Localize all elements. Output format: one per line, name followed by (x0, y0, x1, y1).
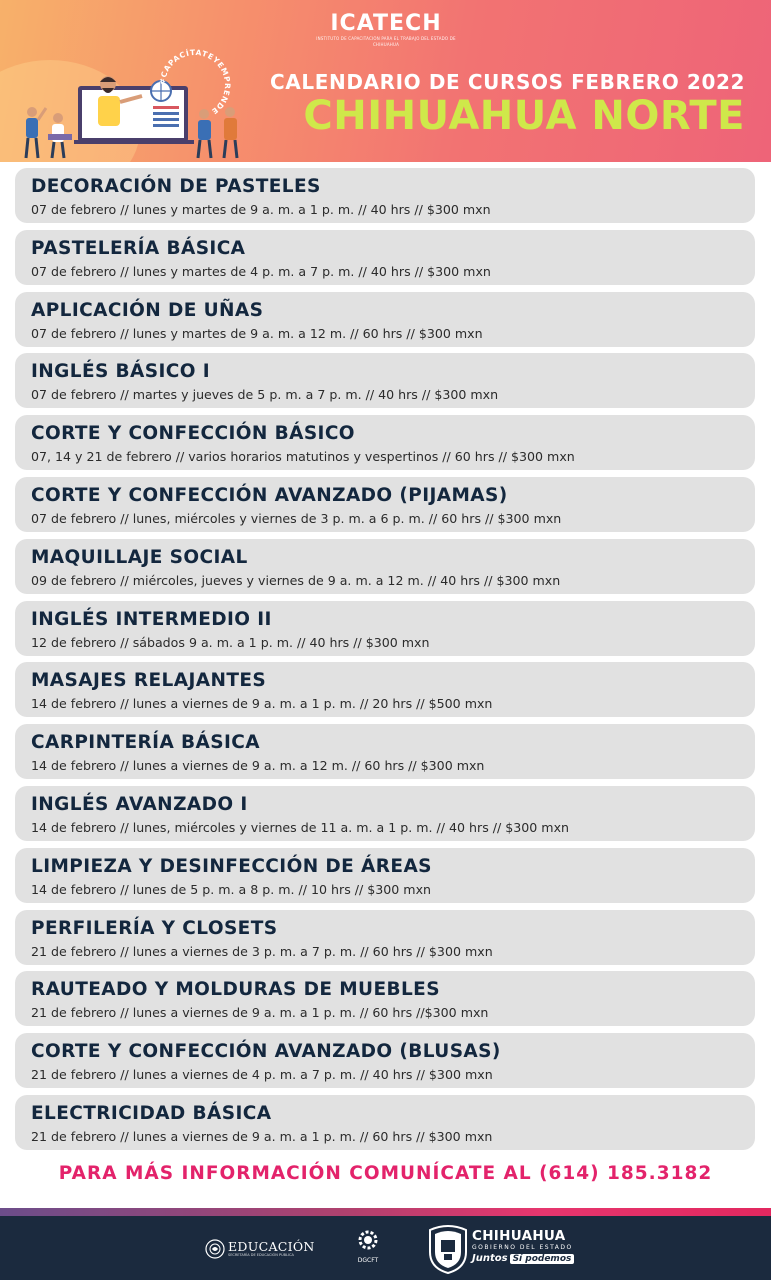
course-card (15, 168, 755, 223)
course-name: MASAJES RELAJANTES (31, 670, 267, 692)
course-details: 07 de febrero // lunes y martes de 9 a. m. a 12 m. // 60 hrs // $300 mxn (31, 325, 483, 341)
course-name: CORTE Y CONFECCIÓN BÁSICO (31, 423, 355, 445)
dgcft-label: DGCFT (357, 1257, 379, 1264)
region-title: CHIHUAHUA NORTE (303, 93, 745, 139)
course-name: APLICACIÓN DE UÑAS (31, 299, 264, 321)
dgcft-logo (352, 1228, 384, 1264)
course-name: PERFILERÍA Y CLOSETS (31, 917, 278, 939)
svg-text:#CAPACÍTATEYEMPRENDE (158, 48, 232, 116)
education-logo (205, 1238, 315, 1260)
course-name: CARPINTERÍA BÁSICA (31, 732, 260, 754)
chihuahua-shield-icon (426, 1224, 470, 1274)
logo-subtitle: INSTITUTO DE CAPACITACIÓN PARA EL TRABAJO DEL ESTADO DE CHIHUAHUA (316, 36, 456, 47)
course-details: 14 de febrero // lunes de 5 p. m. a 8 p. m. // 10 hrs // $300 mxn (31, 881, 432, 897)
course-card (15, 786, 755, 841)
course-card (15, 662, 755, 717)
course-name: INGLÉS INTERMEDIO II (31, 608, 272, 630)
course-card (15, 477, 755, 532)
course-card (15, 601, 755, 656)
course-name: CORTE Y CONFECCIÓN AVANZADO (PIJAMAS) (31, 484, 508, 506)
page-title: CALENDARIO DE CURSOS FEBRERO 2022 (270, 70, 745, 94)
course-name: INGLÉS AVANZADO I (31, 793, 248, 815)
course-name: LIMPIEZA Y DESINFECCIÓN DE ÁREAS (31, 855, 432, 877)
course-list (15, 168, 755, 1157)
education-label: EDUCACIÓN (228, 1239, 315, 1254)
course-card (15, 292, 755, 347)
slogan (472, 1253, 574, 1264)
course-name: INGLÉS BÁSICO I (31, 361, 210, 383)
course-card (15, 724, 755, 779)
course-card (15, 353, 755, 408)
course-card (15, 971, 755, 1026)
course-name: ELECTRICIDAD BÁSICA (31, 1102, 272, 1124)
gobierno-label: GOBIERNO DEL ESTADO (472, 1244, 573, 1251)
course-details: 14 de febrero // lunes a viernes de 9 a. m. a 12 m. // 60 hrs // $300 mxn (31, 758, 485, 774)
dgcft-gear-icon (355, 1228, 381, 1252)
course-details: 09 de febrero // miércoles, jueves y viernes de 9 a. m. a 12 m. // 40 hrs // $300 mxn (31, 572, 561, 588)
course-name: DECORACIÓN DE PASTELES (31, 176, 321, 197)
icatech-logo (316, 12, 456, 48)
chihuahua-label: CHIHUAHUA (472, 1228, 566, 1244)
course-details: 07 de febrero // martes y jueves de 5 p. m. a 7 p. m. // 40 hrs // $300 mxn (31, 387, 499, 403)
course-card (15, 415, 755, 470)
hashtag-circle-text (150, 40, 240, 130)
course-details: 21 de febrero // lunes a viernes de 9 a. m. a 1 p. m. // 60 hrs //$300 mxn (31, 1005, 489, 1021)
course-name: MAQUILLAJE SOCIAL (31, 546, 248, 568)
course-details: 07, 14 y 21 de febrero // varios horarios matutinos y vespertinos // 60 hrs // $300 mxn (31, 449, 575, 465)
course-card (15, 539, 755, 594)
education-sublabel: SECRETARÍA DE EDUCACIÓN PÚBLICA (228, 1253, 294, 1257)
header-banner (0, 0, 771, 162)
chihuahua-government-logo (472, 1229, 574, 1264)
course-card (15, 910, 755, 965)
course-card (15, 1033, 755, 1088)
course-card (15, 1095, 755, 1150)
logo-text: ICATECH (330, 11, 442, 36)
course-name: CORTE Y CONFECCIÓN AVANZADO (BLUSAS) (31, 1041, 501, 1063)
course-details: 14 de febrero // lunes, miércoles y viernes de 11 a. m. a 1 p. m. // 40 hrs // $300 mxn (31, 819, 570, 835)
course-details: 07 de febrero // lunes y martes de 4 p. m. a 7 p. m. // 40 hrs // $300 mxn (31, 263, 491, 279)
sep-emblem-icon (205, 1239, 225, 1259)
course-details: 07 de febrero // lunes y martes de 9 a. m. a 1 p. m. // 40 hrs // $300 mxn (31, 202, 491, 217)
hashtag-text: #CAPACÍTATEYEMPRENDE (157, 47, 233, 117)
course-details: 07 de febrero // lunes, miércoles y viernes de 3 p. m. a 6 p. m. // 60 hrs // $300 mxn (31, 510, 562, 526)
course-details: 21 de febrero // lunes a viernes de 9 a. m. a 1 p. m. // 60 hrs // $300 mxn (31, 1128, 493, 1144)
course-name: PASTELERÍA BÁSICA (31, 237, 246, 259)
course-card (15, 230, 755, 285)
contact-info: PARA MÁS INFORMACIÓN COMUNÍCATE AL (614) 185.3182 (58, 1163, 713, 1184)
course-details: 21 de febrero // lunes a viernes de 4 p. m. a 7 p. m. // 40 hrs // $300 mxn (31, 1067, 493, 1083)
course-details: 12 de febrero // sábados 9 a. m. a 1 p. m. // 40 hrs // $300 mxn (31, 634, 430, 650)
course-name: RAUTEADO Y MOLDURAS DE MUEBLES (31, 979, 440, 1001)
footer-bar (0, 1216, 771, 1280)
course-card (15, 848, 755, 903)
slogan-juntos: Juntos (472, 1253, 508, 1264)
slogan-si-podemos: Sí podemos (510, 1254, 575, 1264)
course-details: 21 de febrero // lunes a viernes de 3 p. m. a 7 p. m. // 60 hrs // $300 mxn (31, 943, 493, 959)
course-details: 14 de febrero // lunes a viernes de 9 a. m. a 1 p. m. // 20 hrs // $500 mxn (31, 696, 493, 712)
